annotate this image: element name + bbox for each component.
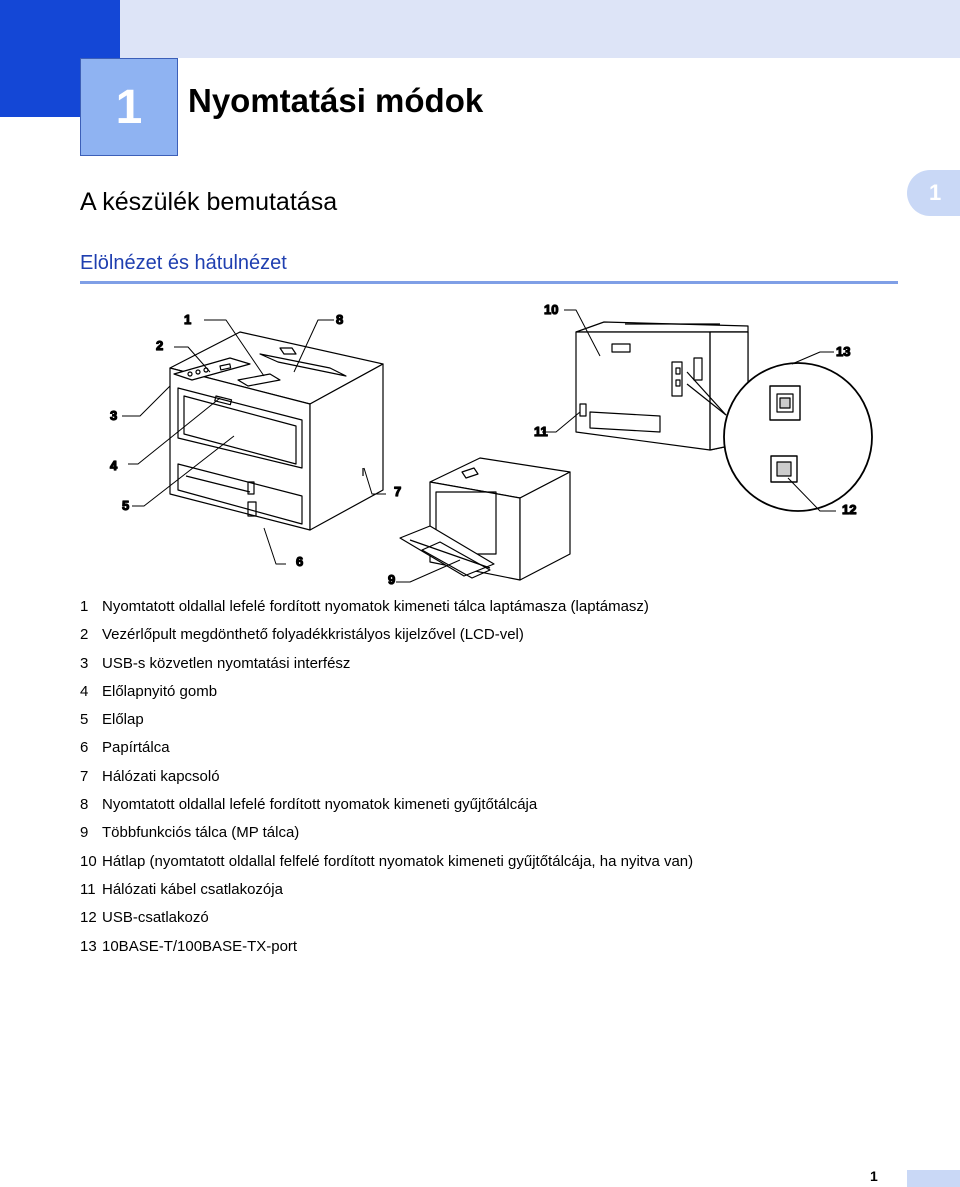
callout-3: 3 xyxy=(110,408,118,423)
legend-item: 11 Hálózati kábel csatlakozója xyxy=(80,880,283,898)
callout-4: 4 xyxy=(110,458,118,473)
legend-item: 4 Előlapnyitó gomb xyxy=(80,682,218,700)
legend-item: 6 Papírtálca xyxy=(80,739,170,757)
legend-item: 7 Hálózati kapcsoló xyxy=(80,767,220,785)
rear-printer-drawing xyxy=(576,322,748,450)
callout-13: 13 xyxy=(836,344,851,359)
legend-item: 3 USB-s közvetlen nyomtatási interfész xyxy=(80,654,351,672)
legend-item: 9 Többfunkciós tálca (MP tálca) xyxy=(80,824,300,842)
footer-accent-bar xyxy=(907,1170,960,1187)
callout-1: 1 xyxy=(184,312,192,327)
header-band xyxy=(0,0,960,58)
section-title: A készülék bemutatása xyxy=(80,188,338,216)
callout-10: 10 xyxy=(544,302,559,317)
callout-11: 11 xyxy=(534,424,548,439)
chapter-title: Nyomtatási módok xyxy=(188,82,484,119)
callout-9: 9 xyxy=(388,572,396,587)
page-number: 1 xyxy=(870,1168,878,1184)
chapter-number: 1 xyxy=(80,58,178,156)
printer-illustration xyxy=(80,292,900,592)
front-printer-drawing xyxy=(170,332,383,530)
legend-item: 2 Vezérlőpult megdönthető folyadékkristályos kijelzővel (LCD-vel) xyxy=(80,626,524,644)
subsection-title: Elölnézet és hátulnézet xyxy=(80,252,287,274)
callout-7: 7 xyxy=(394,484,402,499)
legend-item: 1 Nyomtatott oldallal lefelé fordított nyomatok kimeneti tálca laptámasza (laptámasz) xyxy=(80,598,649,615)
parts-legend xyxy=(80,596,900,964)
callout-5: 5 xyxy=(122,498,130,513)
chapter-tab-marker: 1 xyxy=(907,170,960,216)
legend-item: 12 USB-csatlakozó xyxy=(80,909,209,927)
callout-6: 6 xyxy=(296,554,304,569)
subsection-divider xyxy=(80,281,898,284)
callout-2: 2 xyxy=(156,338,164,353)
mp-tray-printer-drawing xyxy=(400,458,570,580)
legend-item: 5 Előlap xyxy=(80,711,144,729)
callout-8: 8 xyxy=(336,312,344,327)
legend-item: 8 Nyomtatott oldallal lefelé fordított nyomatok kimeneti gyűjtőtálcája xyxy=(80,796,538,814)
callout-12: 12 xyxy=(842,502,857,517)
legend-item: 10 Hátlap (nyomtatott oldallal felfelé fordított nyomatok kimeneti gyűjtőtálcája, ha nyitva van) xyxy=(80,852,694,870)
legend-item: 13 10BASE-T/100BASE-TX-port xyxy=(80,937,298,955)
